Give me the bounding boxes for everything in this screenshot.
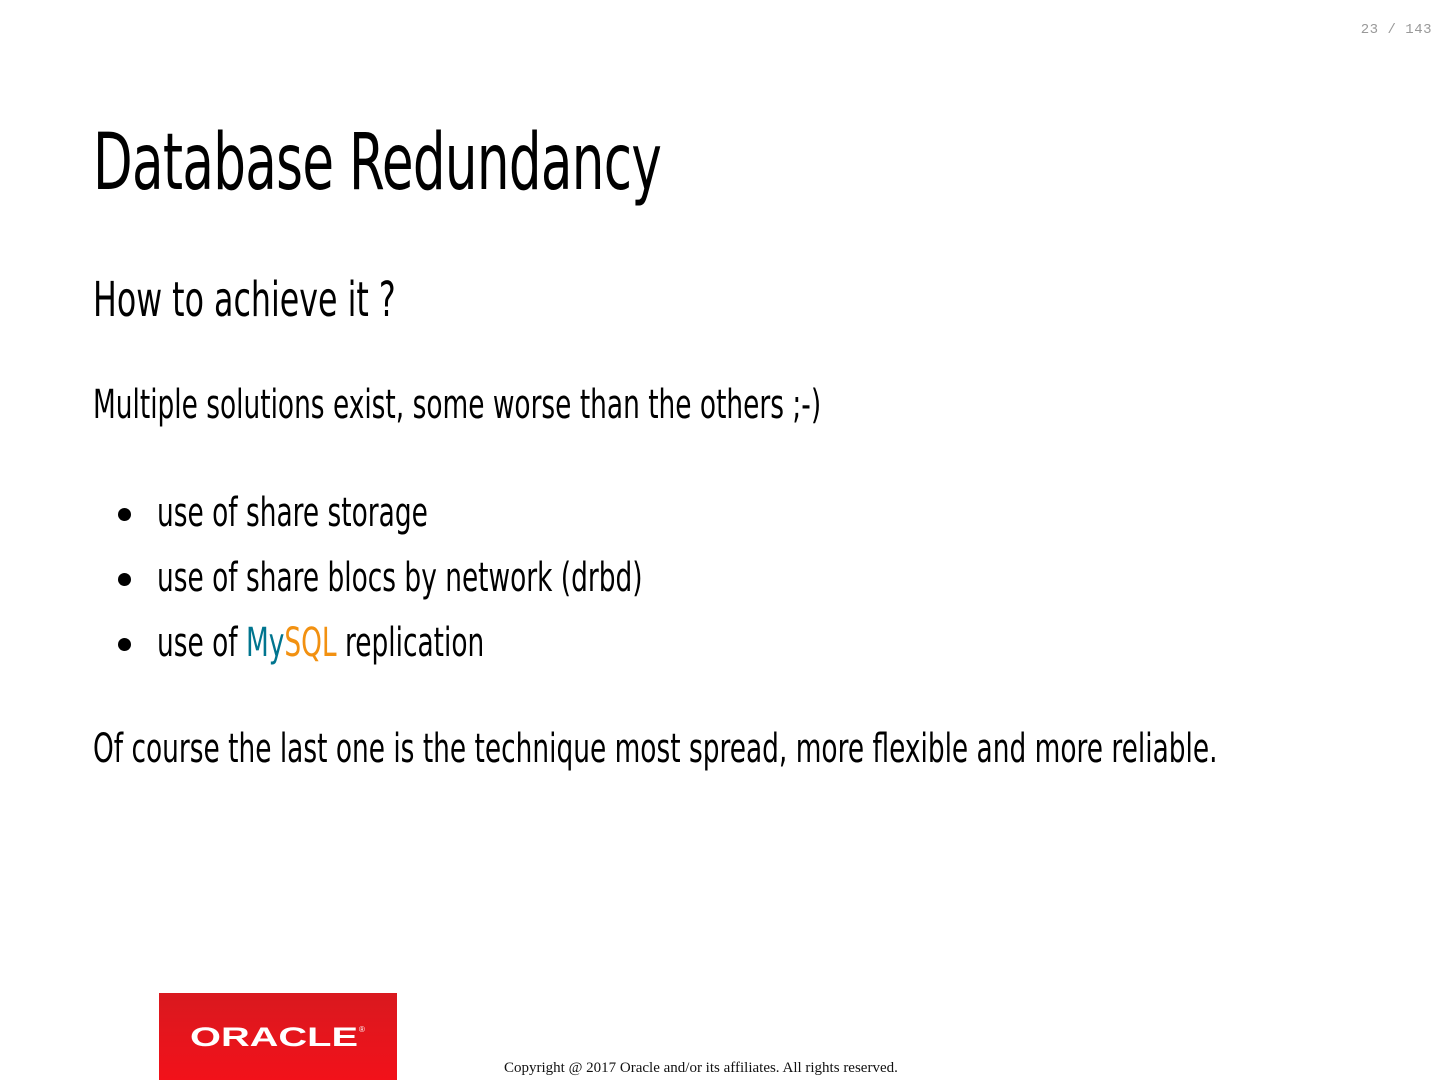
slide-subtitle-text: How to achieve it ? — [93, 272, 396, 328]
intro-text: Multiple solutions exist, some worse than the others ;-) — [93, 382, 822, 428]
slide-title-text: Database Redundancy — [93, 118, 662, 208]
list-item-suffix: replication — [336, 620, 485, 666]
oracle-logo-icon — [188, 1022, 368, 1052]
slide-subtitle — [93, 270, 552, 330]
mysql-brand-my: My — [245, 620, 285, 666]
list-item-label: use of share storage — [157, 490, 428, 536]
list-item-text — [157, 551, 893, 605]
list-item-label: use of share blocs by network (drbd) — [157, 555, 643, 601]
conclusion-paragraph — [93, 722, 1440, 776]
bullet-dot-icon — [118, 573, 131, 586]
conclusion-text: Of course the last one is the technique most spread, more flexible and more reliable. — [93, 726, 1218, 772]
list-item-text — [157, 616, 653, 670]
oracle-logo — [159, 993, 397, 1080]
oracle-logo-registered: ® — [359, 1024, 365, 1034]
bullet-dot-icon — [118, 508, 131, 521]
copyright-notice: Copyright @ 2017 Oracle and/or its affiliates. All rights reserved. — [504, 1060, 898, 1076]
list-item-text — [157, 486, 567, 540]
list-item-prefix: use of — [157, 620, 246, 666]
bullet-dot-icon — [118, 638, 131, 651]
slide-counter: 23 / 143 — [1360, 22, 1432, 38]
intro-paragraph — [93, 378, 1196, 432]
oracle-logo-wordmark: ORACLE — [190, 1021, 358, 1052]
mysql-brand-sql: SQL — [284, 620, 337, 666]
slide-title — [93, 118, 954, 208]
list-item-label — [157, 616, 484, 670]
